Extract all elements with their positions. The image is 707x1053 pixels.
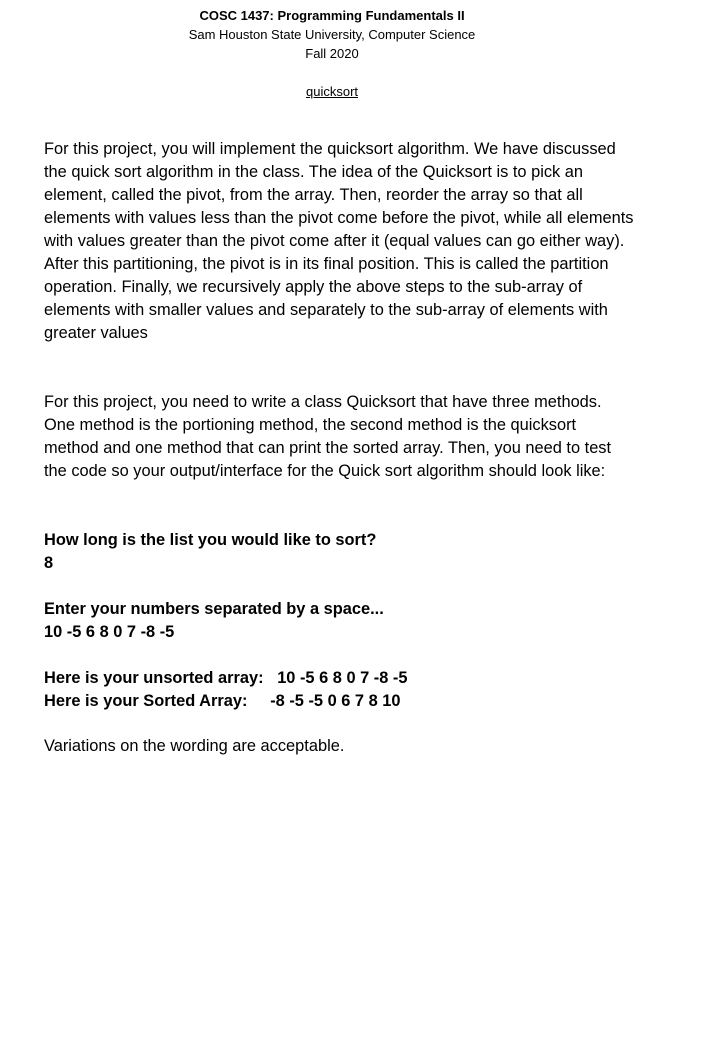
topic-heading: quicksort [305, 84, 359, 99]
length-answer: 8 [44, 554, 54, 572]
numbers-answer: 10 -5 6 8 0 7 -8 -5 [44, 623, 175, 641]
document-header [0, 6, 664, 101]
sample-output-block [44, 529, 634, 713]
wording-note: Variations on the wording are acceptable. [44, 737, 345, 755]
intro-paragraph: For this project, you will implement the quicksort algorithm. We have discussed the quick sort algorithm in the class. The idea of the Quicksort is to pick an element, called the pivot, from the array. Then, reorder the array so that all elements with values less than the pivot come before the pivot, while all elements with values greater than the pivot come after it (equal values can go either way). After this partitioning, the pivot is in its final position. This is called the partition operation. Finally, we recursively apply the above steps to the sub-array of elements with smaller values and separately to the sub-array of elements with greater values [44, 140, 634, 342]
numbers-prompt: Enter your numbers separated by a space... [44, 600, 384, 618]
unsorted-array-line: Here is your unsorted array: 10 -5 6 8 0 7 -8 -5 [44, 669, 408, 687]
course-title: COSC 1437: Programming Fundamentals II [0, 6, 664, 25]
length-prompt: How long is the list you would like to sort? [44, 531, 377, 549]
requirements-paragraph: For this project, you need to write a class Quicksort that have three methods. One method is the portioning method, the second method is the quicksort method and one method that can print the sorted array. Then, you need to test the code so your output/interface for the Quick sort algorithm should look like: [44, 393, 612, 480]
sorted-array-line: Here is your Sorted Array: -8 -5 -5 0 6 7 8 10 [44, 692, 401, 710]
university-line: Sam Houston State University, Computer Science [188, 27, 476, 42]
term-line: Fall 2020 [305, 46, 359, 61]
